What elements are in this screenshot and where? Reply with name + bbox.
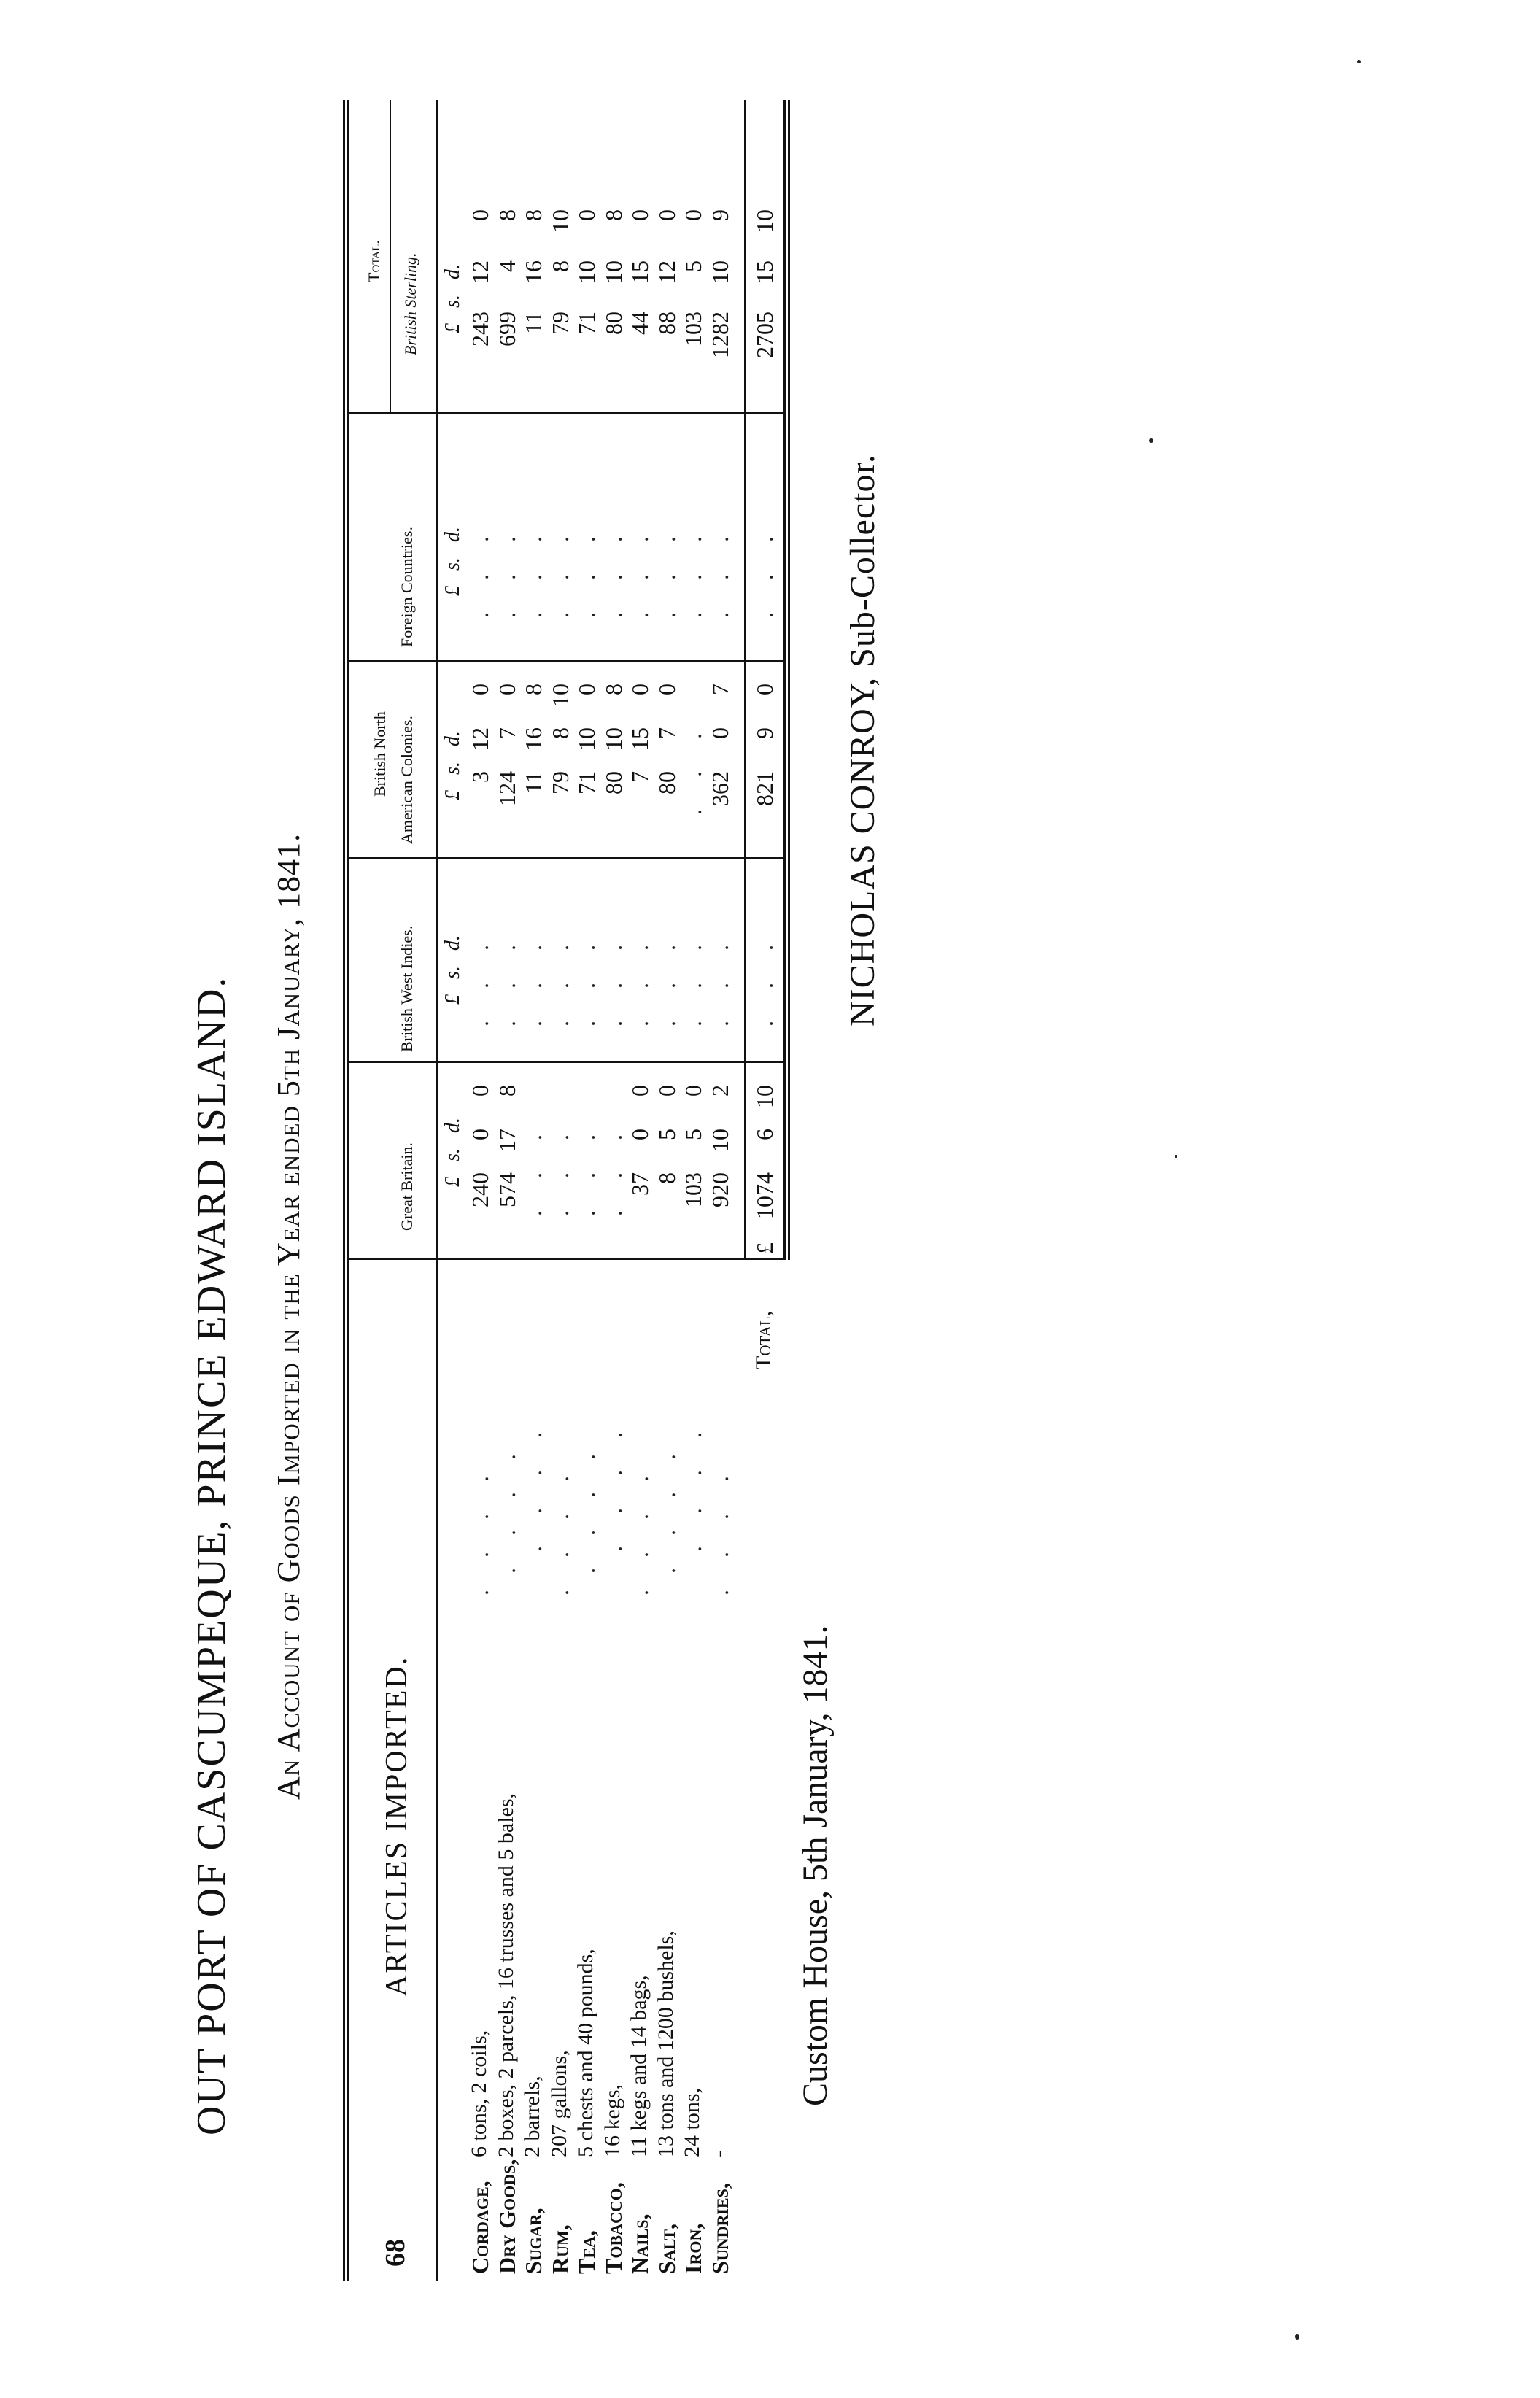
col-header-total: Total. <box>365 240 383 282</box>
article-name: Tea, <box>573 2230 600 2274</box>
gb-pence: 0 <box>467 1085 493 1096</box>
leader-dots: . . . . <box>467 1463 493 1596</box>
bna-shillings: 7 <box>653 727 680 739</box>
scan-speck <box>1149 438 1153 443</box>
total-gb-pounds: 1074 <box>751 1172 778 1219</box>
gb-empty-dots: . . . <box>546 1121 573 1216</box>
table-top-rule-2 <box>347 100 349 2281</box>
col-header-british-north-america: British North <box>371 711 389 797</box>
col-sep-bwi <box>349 1061 786 1063</box>
total-label: Total, <box>751 1310 775 1369</box>
lsd-foreign-pence: d. <box>441 527 464 543</box>
article-name: Nails, <box>627 2213 653 2274</box>
lsd-bwi <box>441 935 465 1005</box>
total-bna-pounds: 821 <box>751 771 778 806</box>
gb-pence: 2 <box>706 1085 733 1096</box>
bna-shillings: 16 <box>520 727 546 751</box>
bna-pence: 0 <box>573 684 600 695</box>
total-pence: 8 <box>493 209 520 221</box>
article-description: 207 gallons, <box>546 2050 571 2157</box>
articles-header: ARTICLES IMPORTED. <box>380 1655 414 1997</box>
bna-pounds: 80 <box>653 771 680 794</box>
lsd-total-pounds: £ <box>441 323 464 333</box>
bwi-empty-dots: . . . <box>680 932 706 1026</box>
article-description: 24 tons, <box>680 2087 704 2157</box>
gb-empty-dots: . . . <box>520 1121 546 1216</box>
total-top-rule <box>744 100 746 1260</box>
article-name: Dry Goods, <box>493 2159 520 2274</box>
foreign-empty-dots: . . . <box>680 523 706 618</box>
col-header-american-colonies: American Colonies. <box>398 716 416 844</box>
bna-pence: 0 <box>627 684 653 695</box>
gb-pence: 8 <box>493 1085 520 1096</box>
total-foreign-dots: . . . <box>751 523 778 618</box>
lsd-bwi-shillings: s. <box>441 966 464 979</box>
article-description: 2 barrels, <box>520 2076 544 2157</box>
scan-speck <box>1357 60 1361 63</box>
foreign-empty-dots: . . . <box>653 523 680 618</box>
gb-pence: 0 <box>653 1085 680 1096</box>
total-pence: 9 <box>706 209 733 221</box>
bna-shillings: 10 <box>573 727 600 751</box>
leader-dots: . . . . <box>653 1441 680 1574</box>
total-shillings: 10 <box>706 260 733 284</box>
col-header-british-sterling: British Sterling. <box>401 252 419 355</box>
leader-dots: . . . . <box>627 1463 653 1596</box>
foreign-empty-dots: . . . <box>467 523 493 618</box>
article-name: Tobacco, <box>600 2182 627 2274</box>
table-bottom-rule-2 <box>788 100 790 1260</box>
gb-pounds: 240 <box>467 1172 493 1207</box>
foreign-empty-dots: . . . <box>573 523 600 618</box>
gb-shillings: 10 <box>706 1129 733 1152</box>
foreign-empty-dots: . . . <box>600 523 627 618</box>
gb-pence: 0 <box>680 1085 706 1096</box>
bwi-empty-dots: . . . <box>546 932 573 1026</box>
article-description: 16 kegs, <box>600 2084 624 2157</box>
total-currency: £ <box>751 1242 778 1254</box>
bwi-empty-dots: . . . <box>573 932 600 1026</box>
page-title: OUT PORT OF CASCUMPEQUE, PRINCE EDWARD ISLAND. <box>189 975 234 2135</box>
total-pence: 0 <box>653 209 680 221</box>
total-shillings: 12 <box>653 260 680 284</box>
bna-shillings: 15 <box>627 727 653 751</box>
total-shillings: 4 <box>493 260 520 272</box>
total-shillings: 10 <box>600 260 627 284</box>
gb-pounds: 37 <box>627 1172 653 1196</box>
bwi-empty-dots: . . . <box>627 932 653 1026</box>
bna-pounds: 79 <box>546 771 573 794</box>
total-gb-shillings: 6 <box>751 1129 778 1140</box>
foreign-empty-dots: . . . <box>627 523 653 618</box>
article-description: 11 kegs and 14 bags, <box>627 1975 651 2157</box>
bna-pence: 0 <box>493 684 520 695</box>
leader-dots: . . . . <box>520 1419 546 1552</box>
article-description: 2 boxes, 2 parcels, 16 trusses and 5 bales, <box>493 1792 518 2157</box>
bwi-empty-dots: . . . <box>467 932 493 1026</box>
foreign-empty-dots: . . . <box>546 523 573 618</box>
bna-pounds: 71 <box>573 771 600 794</box>
lsd-bwi-pence: d. <box>441 935 464 951</box>
lsd-foreign-pounds: £ <box>441 586 464 596</box>
total-total-pounds: 2705 <box>751 312 778 358</box>
total-gb-pence: 10 <box>751 1085 778 1108</box>
lsd-total-pence: d. <box>441 264 464 280</box>
total-shillings: 16 <box>520 260 546 284</box>
total-bna-pence: 0 <box>751 684 778 695</box>
total-pounds: 80 <box>600 312 627 335</box>
article-name: Cordage, <box>467 2181 493 2274</box>
gb-pounds: 103 <box>680 1172 706 1207</box>
col-sep-gb <box>349 1258 786 1260</box>
signature: NICHOLAS CONROY, Sub-Collector. <box>843 454 882 1026</box>
article-description: 6 tons, 2 coils, <box>467 2030 491 2157</box>
lsd-foreign <box>441 527 465 596</box>
bna-pence: 7 <box>706 684 733 695</box>
gb-shillings: 0 <box>467 1129 493 1140</box>
foreign-empty-dots: . . . <box>493 523 520 618</box>
bna-pounds: 11 <box>520 771 546 794</box>
total-shillings: 10 <box>573 260 600 284</box>
leader-dots: . . . . <box>680 1419 706 1552</box>
lsd-gb-pounds: £ <box>441 1177 464 1187</box>
bna-pounds: 80 <box>600 771 627 794</box>
total-pence: 0 <box>627 209 653 221</box>
bna-pence: 8 <box>520 684 546 695</box>
leader-dots: . . . . <box>546 1463 573 1596</box>
lsd-bna-pounds: £ <box>441 790 464 800</box>
total-bna-shillings: 9 <box>751 727 778 739</box>
gb-pounds: 8 <box>653 1172 680 1184</box>
lsd-gb-pence: d. <box>441 1118 464 1134</box>
lsd-bna-pence: d. <box>441 731 464 747</box>
col-sep-foreign <box>349 660 786 662</box>
total-shillings: 5 <box>680 260 706 272</box>
bna-pounds: 7 <box>627 771 653 783</box>
bna-pounds: 3 <box>467 771 493 783</box>
bna-pounds: 362 <box>706 771 733 806</box>
bwi-empty-dots: . . . <box>706 932 733 1026</box>
table-bottom-rule <box>783 100 786 1260</box>
gb-shillings: 5 <box>653 1129 680 1140</box>
col-header-foreign-countries: Foreign Countries. <box>398 527 416 647</box>
total-total-pence: 10 <box>751 209 778 233</box>
leader-dots: . . . . <box>573 1441 600 1574</box>
gb-shillings: 17 <box>493 1129 520 1152</box>
header-bottom-rule <box>436 100 438 2281</box>
bna-pence: 0 <box>467 684 493 695</box>
lsd-bwi-pounds: £ <box>441 994 464 1005</box>
gb-pounds: 574 <box>493 1172 520 1207</box>
bwi-empty-dots: . . . <box>653 932 680 1026</box>
bna-shillings: 12 <box>467 727 493 751</box>
total-pounds: 88 <box>653 312 680 335</box>
page-subtitle: An Account of Goods Imported in the Year ended 5th January, 1841. <box>271 832 306 1800</box>
total-pence: 8 <box>520 209 546 221</box>
total-pounds: 71 <box>573 312 600 335</box>
total-shillings: 15 <box>627 260 653 284</box>
total-pence: 0 <box>467 209 493 221</box>
article-description: 13 tons and 1200 bushels, <box>653 1930 678 2157</box>
gb-shillings: 5 <box>680 1129 706 1140</box>
article-name: Sugar, <box>520 2208 546 2274</box>
total-pounds: 699 <box>493 312 520 347</box>
gb-empty-dots: . . . <box>600 1121 627 1216</box>
leader-dots: . . . . <box>600 1419 627 1552</box>
lsd-bna <box>441 731 465 800</box>
lsd-foreign-shillings: s. <box>441 557 464 571</box>
article-name: Rum, <box>546 2224 573 2274</box>
bna-shillings: 8 <box>546 727 573 739</box>
total-pounds: 1282 <box>706 312 733 358</box>
bwi-empty-dots: . . . <box>493 932 520 1026</box>
gb-pence: 0 <box>627 1085 653 1096</box>
bna-pence: 8 <box>600 684 627 695</box>
article-name: Iron, <box>680 2223 706 2274</box>
gb-empty-dots: . . . <box>573 1121 600 1216</box>
leader-dots: . . . . <box>493 1441 520 1574</box>
footer-date: Custom House, 5th January, 1841. <box>796 1625 835 2106</box>
bna-pence: 0 <box>653 684 680 695</box>
total-pounds: 44 <box>627 312 653 335</box>
total-pounds: 11 <box>520 312 546 334</box>
lsd-gb-shillings: s. <box>441 1148 464 1161</box>
bna-shillings: 0 <box>706 727 733 739</box>
bna-pence: 10 <box>546 684 573 707</box>
total-pence: 10 <box>546 209 573 233</box>
total-pounds: 103 <box>680 312 706 347</box>
article-description: - <box>706 2150 731 2157</box>
total-bwi-dots: . . . <box>751 932 778 1026</box>
foreign-empty-dots: . . . <box>706 523 733 618</box>
bwi-empty-dots: . . . <box>600 932 627 1026</box>
total-total-shillings: 15 <box>751 260 778 284</box>
table-top-rule <box>343 100 345 2281</box>
lsd-bna-shillings: s. <box>441 762 464 775</box>
bwi-empty-dots: . . . <box>520 932 546 1026</box>
total-pence: 8 <box>600 209 627 221</box>
article-description: 5 chests and 40 pounds, <box>573 1949 597 2157</box>
total-shillings: 12 <box>467 260 493 284</box>
total-subheader-rule <box>390 100 391 414</box>
gb-pounds: 920 <box>706 1172 733 1207</box>
lsd-total-shillings: s. <box>441 295 464 308</box>
leader-dots: . . . . <box>706 1463 733 1596</box>
total-pence: 0 <box>573 209 600 221</box>
article-name: Salt, <box>653 2223 680 2274</box>
lsd-total <box>441 264 465 333</box>
col-header-great-britain: Great Britain. <box>398 1142 416 1231</box>
col-header-british-west-indies: British West Indies. <box>398 925 416 1052</box>
total-pounds: 243 <box>467 312 493 347</box>
page-number: 68 <box>380 2239 411 2267</box>
bna-shillings: 10 <box>600 727 627 751</box>
article-name: Sundries, <box>706 2183 733 2274</box>
total-shillings: 8 <box>546 260 573 272</box>
total-pounds: 79 <box>546 312 573 335</box>
foreign-empty-dots: . . . <box>520 523 546 618</box>
total-pence: 0 <box>680 209 706 221</box>
col-sep-total <box>349 412 786 414</box>
scan-speck <box>1295 2334 1299 2340</box>
lsd-gb <box>441 1118 465 1187</box>
bna-empty-dots: . . . <box>680 720 706 815</box>
scan-speck <box>1175 1155 1177 1158</box>
col-sep-bna <box>349 857 786 859</box>
bna-pounds: 124 <box>493 771 520 806</box>
bna-shillings: 7 <box>493 727 520 739</box>
gb-shillings: 0 <box>627 1129 653 1140</box>
